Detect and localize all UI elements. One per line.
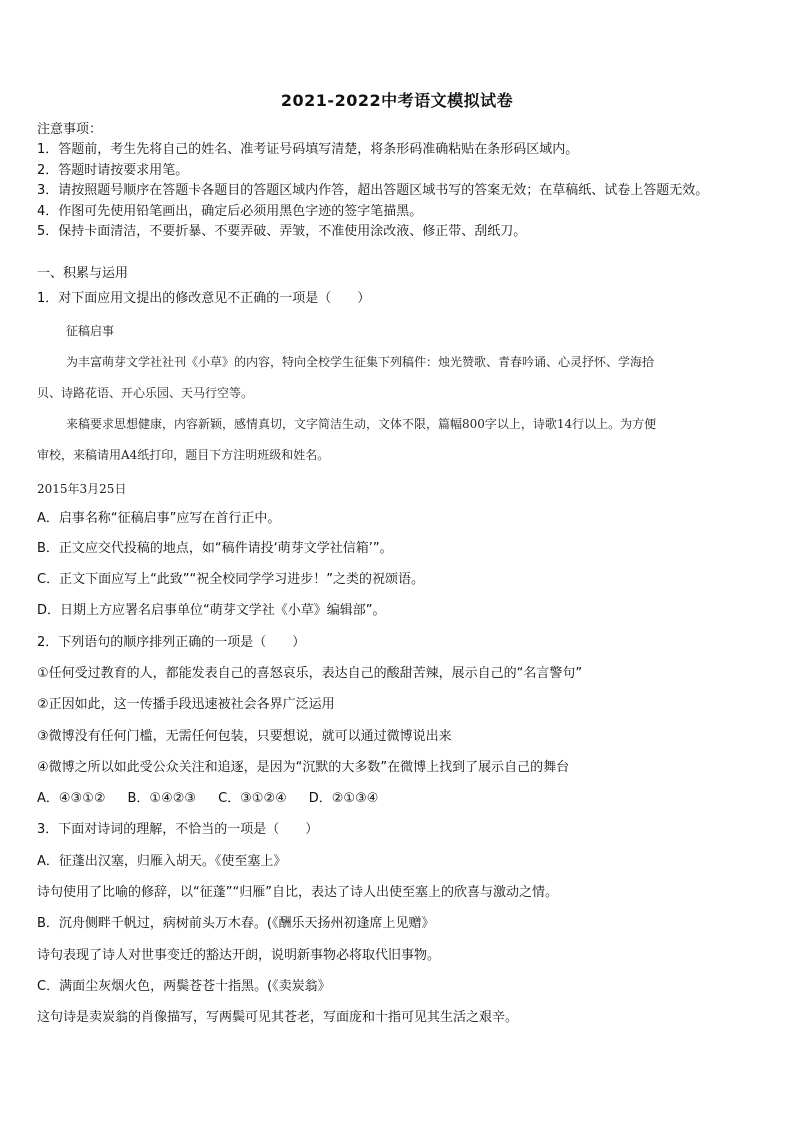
question-1-stem: 1．对下面应用文提出的修改意见不正确的一项是（ ）: [37, 291, 371, 306]
option-b: B．正文应交代投稿的地点，如“稿件请投‘萌芽文学社信箱’”。: [37, 541, 393, 556]
option-c: C．正文下面应写上“此致”“祝全校同学学习进步！”之类的祝颂语。: [37, 572, 425, 587]
option-c: C．③①②④: [218, 791, 287, 806]
sentence: ③微博没有任何门槛，无需任何包装，只要想说，就可以通过微博说出来: [37, 729, 452, 744]
option-b: B．①④②③: [127, 791, 197, 806]
letter-paragraph: 贝、诗路花语、开心乐园、天马行空等。: [37, 386, 254, 400]
question-2-options: [37, 790, 400, 808]
sentence: ②正因如此，这一传播手段迅速被社会各界广泛运用: [37, 697, 335, 712]
sentence: ④微博之所以如此受公众关注和追逐，是因为“沉默的大多数”在微博上找到了展示自己的舞台: [37, 760, 570, 775]
explanation: 这句诗是卖炭翁的肖像描写，写两鬓可见其苍老，写面庞和十指可见其生活之艰辛。: [37, 1010, 519, 1025]
explanation: 诗句使用了比喻的修辞，以“征蓬”“归雁”自比，表达了诗人出使至塞上的欣喜与激动之情。: [37, 885, 558, 900]
question-2-stem: 2．下列语句的顺序排列正确的一项是（ ）: [37, 635, 306, 650]
section-heading: 一、积累与运用: [37, 266, 129, 281]
explanation: 诗句表现了诗人对世事变迁的豁达开朗，说明新事物必将取代旧事物。: [37, 948, 441, 963]
option-a: A．④③①②: [37, 791, 106, 806]
option-a: A．征蓬出汉塞，归雁入胡天。《使至塞上》: [37, 854, 287, 869]
notice-item: 1．答题前，考生先将自己的姓名、准考证号码填写清楚，将条形码准确粘贴在条形码区域内。: [37, 142, 579, 157]
option-d: D．②①③④: [308, 791, 379, 806]
notice-item: 5．保持卡面清洁，不要折暴、不要弄破、弄皱，不准使用涂改液、修正带、刮纸刀。: [37, 224, 527, 239]
page-title: 2021-2022中考语文模拟试卷: [280, 91, 514, 110]
letter-paragraph: 审校，来稿请用A4纸打印，题目下方注明班级和姓名。: [37, 448, 330, 462]
option-c: C．满面尘灰烟火色，两鬓苍苍十指黑。(《卖炭翁》: [37, 979, 331, 994]
option-b: B．沉舟侧畔千帆过，病树前头万木春。(《酬乐天扬州初逢席上见赠》: [37, 916, 435, 931]
letter-paragraph: 为丰富萌芽文学社社刊《小草》的内容，特向全校学生征集下列稿件：烛光赞歌、青春吟诵、心灵抒怀、学海拾: [66, 355, 655, 369]
question-3-stem: 3．下面对诗词的理解，不恰当的一项是（ ）: [37, 822, 319, 837]
notice-item: 2．答题时请按要求用笔。: [37, 163, 189, 178]
option-d: D．日期上方应署名启事单位“萌芽文学社《小草》编辑部”。: [37, 603, 386, 618]
notice-item: 3．请按照题号顺序在答题卡各题目的答题区域内作答，超出答题区域书写的答案无效；在草稿纸、试卷上答题无效。: [37, 183, 709, 198]
notice-item: 4．作图可先使用铅笔画出，确定后必须用黑色字迹的签字笔描黑。: [37, 204, 423, 219]
letter-date: 2015年3月25日: [37, 482, 127, 496]
letter-paragraph: 来稿要求思想健康，内容新颖，感情真切，文字简洁生动，文体不限，篇幅800字以上，诗歌14行以上。为方便: [66, 417, 657, 431]
notice-heading: 注意事项：: [37, 122, 103, 137]
option-a: A．启事名称“征稿启事”应写在首行正中。: [37, 511, 281, 526]
letter-title: 征稿启事: [66, 324, 115, 338]
sentence: ①任何受过教育的人，都能发表自己的喜怒哀乐，表达自己的酸甜苦辣，展示自己的“名言警句”: [37, 666, 583, 681]
